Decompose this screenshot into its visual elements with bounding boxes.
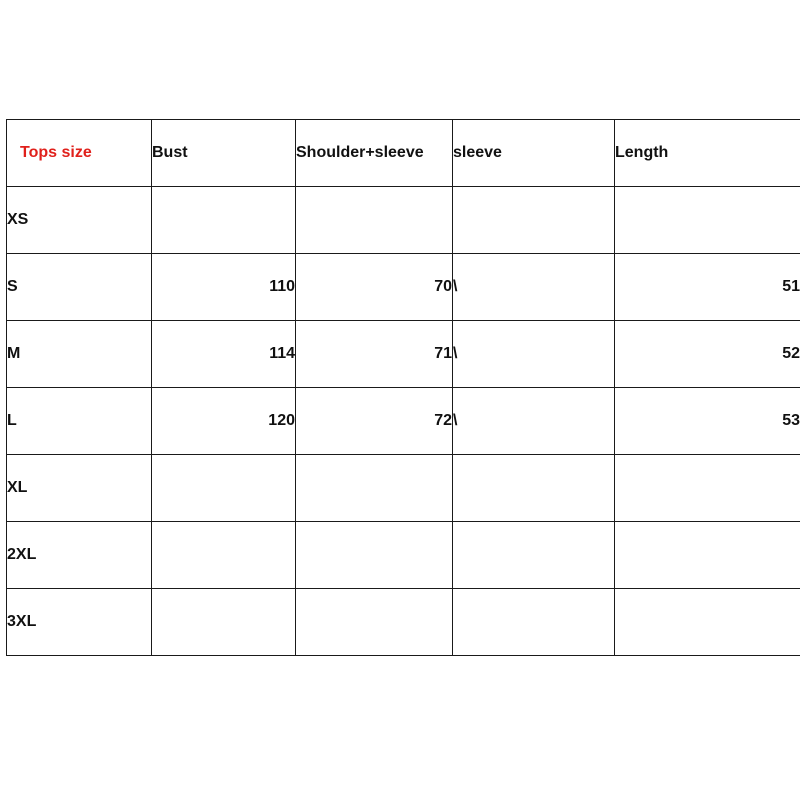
bust-cell: 120 (152, 388, 296, 455)
header-shoulder-sleeve: Shoulder+sleeve (296, 120, 453, 187)
bust-cell: 114 (152, 321, 296, 388)
length-cell (615, 455, 800, 522)
table-row (7, 455, 800, 522)
table-row (7, 522, 800, 589)
sleeve-cell (453, 455, 615, 522)
size-label-cell: L (7, 388, 152, 455)
shoulder-sleeve-cell: 72 (296, 388, 453, 455)
size-label-cell: 2XL (7, 522, 152, 589)
length-cell (615, 187, 800, 254)
shoulder-sleeve-cell (296, 187, 453, 254)
length-cell: 52 (615, 321, 800, 388)
shoulder-sleeve-cell: 70 (296, 254, 453, 321)
sleeve-cell: \ (453, 321, 615, 388)
table-row (7, 321, 800, 388)
sleeve-cell (453, 187, 615, 254)
length-cell: 53 (615, 388, 800, 455)
size-label-cell: XL (7, 455, 152, 522)
bust-cell (152, 589, 296, 656)
length-cell: 51 (615, 254, 800, 321)
bust-cell (152, 522, 296, 589)
table-row (7, 187, 800, 254)
header-row (7, 120, 800, 187)
shoulder-sleeve-cell (296, 455, 453, 522)
bust-cell: 110 (152, 254, 296, 321)
size-chart-table (6, 119, 800, 656)
header-length: Length (615, 120, 800, 187)
table-row (7, 388, 800, 455)
shoulder-sleeve-cell (296, 522, 453, 589)
size-label-cell: XS (7, 187, 152, 254)
table-row (7, 254, 800, 321)
length-cell (615, 589, 800, 656)
size-label-cell: M (7, 321, 152, 388)
shoulder-sleeve-cell: 71 (296, 321, 453, 388)
sleeve-cell: \ (453, 388, 615, 455)
bust-cell (152, 187, 296, 254)
shoulder-sleeve-cell (296, 589, 453, 656)
table-row (7, 589, 800, 656)
header-bust: Bust (152, 120, 296, 187)
length-cell (615, 522, 800, 589)
size-label-cell: 3XL (7, 589, 152, 656)
bust-cell (152, 455, 296, 522)
size-label-cell: S (7, 254, 152, 321)
header-sleeve: sleeve (453, 120, 615, 187)
sleeve-cell (453, 522, 615, 589)
header-tops-size: Tops size (7, 120, 152, 187)
sleeve-cell (453, 589, 615, 656)
sleeve-cell: \ (453, 254, 615, 321)
